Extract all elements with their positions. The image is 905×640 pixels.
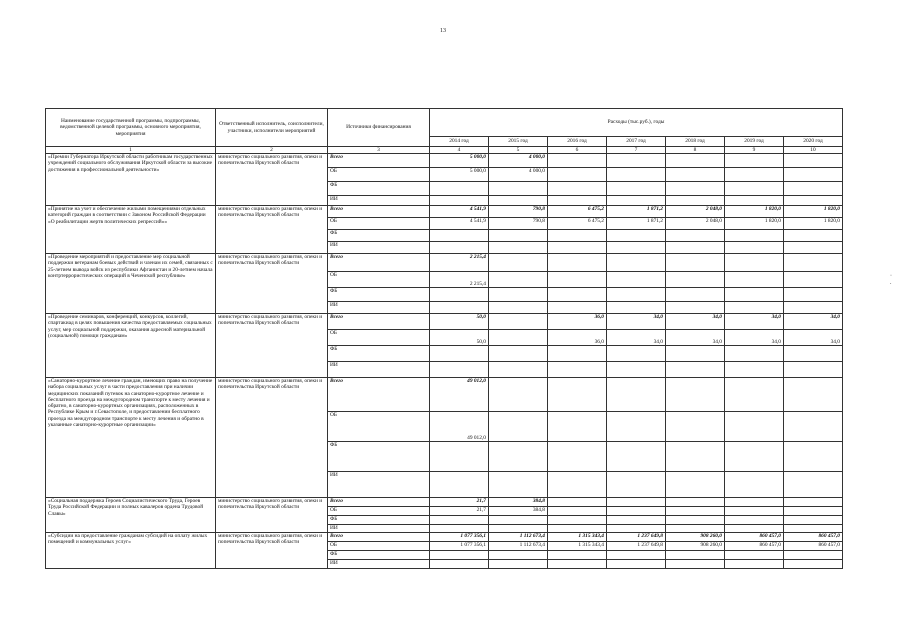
table-row	[46, 254, 843, 272]
ob-value-cell: 1 871,2	[607, 218, 666, 230]
value-cell	[548, 560, 607, 569]
funding-source: Всего	[328, 378, 430, 412]
ob-value-cell	[548, 412, 607, 442]
total-value-cell	[607, 378, 666, 412]
funding-source: ФБ	[328, 182, 430, 196]
total-value-cell: 21,7	[430, 498, 489, 507]
ob-value-cell: 34,0	[666, 330, 725, 346]
value-cell	[548, 525, 607, 533]
ob-value-cell: 34,0	[725, 330, 784, 346]
value-cell	[489, 551, 548, 560]
total-value-cell: 860 457,0	[725, 533, 784, 542]
ob-value-cell	[725, 412, 784, 442]
ob-value-cell	[666, 412, 725, 442]
total-value-cell	[607, 254, 666, 272]
value-cell	[548, 516, 607, 525]
value-cell	[666, 525, 725, 533]
total-value-cell: 1 112 673,4	[489, 533, 548, 542]
value-cell	[607, 182, 666, 196]
ob-value-cell: 1 112 673,4	[489, 542, 548, 551]
value-cell	[489, 230, 548, 242]
header-executor: Ответственный исполнитель, соисполнители, участники, исполнители мероприятий	[216, 109, 328, 147]
value-cell	[725, 525, 784, 533]
value-cell	[548, 196, 607, 206]
value-cell	[725, 182, 784, 196]
ob-value-cell: 50,0	[430, 330, 489, 346]
value-cell	[666, 442, 725, 472]
value-cell	[430, 346, 489, 362]
ob-value-cell: 36,0	[548, 330, 607, 346]
total-value-cell	[725, 254, 784, 272]
column-number: 10	[784, 147, 843, 154]
value-cell	[784, 242, 843, 254]
total-value-cell: 2 215,4	[430, 254, 489, 272]
column-number: 8	[666, 147, 725, 154]
total-value-cell: 2 048,0	[666, 206, 725, 218]
value-cell	[784, 525, 843, 533]
ob-value-cell	[725, 272, 784, 288]
value-cell	[489, 242, 548, 254]
value-cell	[666, 516, 725, 525]
total-value-cell	[666, 498, 725, 507]
total-value-cell	[666, 154, 725, 168]
header-year: 2015 год	[489, 137, 548, 147]
ob-value-cell: 34,0	[784, 330, 843, 346]
value-cell	[607, 346, 666, 362]
ob-value-cell	[607, 168, 666, 182]
funding-source: ИИ	[328, 362, 430, 378]
value-cell	[489, 182, 548, 196]
ob-value-cell	[666, 168, 725, 182]
total-value-cell: 1 077 356,1	[430, 533, 489, 542]
ob-value-cell: 6 475,2	[548, 218, 607, 230]
ob-value-cell: 1 820,0	[784, 218, 843, 230]
total-value-cell	[607, 498, 666, 507]
column-number: 7	[607, 147, 666, 154]
table-row	[46, 533, 843, 542]
ob-value-cell: 1 077 356,1	[430, 542, 489, 551]
table-row	[46, 206, 843, 218]
total-value-cell	[666, 254, 725, 272]
total-value-cell	[784, 498, 843, 507]
ob-value-cell: 860 457,0	[725, 542, 784, 551]
header-year: 2020 год	[784, 137, 843, 147]
header-source: Источники финансирования	[328, 109, 430, 147]
value-cell	[607, 560, 666, 569]
measure-executor: министерство социального развития, опеки и попечительства Иркутской области	[216, 533, 328, 569]
value-cell	[430, 472, 489, 498]
table-row	[46, 498, 843, 507]
header-name: Наименование государственной программы, подпрограммы, ведомственной целевой программы, основного мероприятия, мероприятия	[46, 109, 216, 147]
value-cell	[607, 230, 666, 242]
ob-value-cell	[548, 168, 607, 182]
ob-value-cell: 4 541,9	[430, 218, 489, 230]
value-cell	[430, 551, 489, 560]
total-value-cell: 1 820,0	[784, 206, 843, 218]
ob-value-cell: 34,0	[607, 330, 666, 346]
value-cell	[725, 560, 784, 569]
ob-value-cell	[607, 507, 666, 516]
value-cell	[430, 362, 489, 378]
funding-source: ФБ	[328, 442, 430, 472]
ob-value-cell: 384,8	[489, 507, 548, 516]
ob-value-cell	[548, 272, 607, 288]
value-cell	[489, 288, 548, 302]
funding-source: ФБ	[328, 551, 430, 560]
value-cell	[725, 230, 784, 242]
value-cell	[548, 346, 607, 362]
total-value-cell	[548, 378, 607, 412]
total-value-cell: 34,0	[725, 314, 784, 330]
total-value-cell: 4 541,9	[430, 206, 489, 218]
total-value-cell	[784, 154, 843, 168]
ob-value-cell: 2 048,0	[666, 218, 725, 230]
value-cell	[784, 302, 843, 314]
funding-source: Всего	[328, 498, 430, 507]
total-value-cell: 34,0	[784, 314, 843, 330]
value-cell	[784, 442, 843, 472]
total-value-cell: 49 012,0	[430, 378, 489, 412]
ob-value-cell	[784, 168, 843, 182]
value-cell	[666, 242, 725, 254]
value-cell	[607, 242, 666, 254]
value-cell	[784, 182, 843, 196]
ob-value-cell	[784, 272, 843, 288]
ob-value-cell: 4 000,0	[489, 168, 548, 182]
value-cell	[548, 442, 607, 472]
value-cell	[548, 362, 607, 378]
value-cell	[607, 362, 666, 378]
value-cell	[489, 442, 548, 472]
ob-value-cell	[784, 412, 843, 442]
total-value-cell	[784, 378, 843, 412]
value-cell	[489, 516, 548, 525]
total-value-cell: 860 457,0	[784, 533, 843, 542]
total-value-cell: 5 000,0	[430, 154, 489, 168]
value-cell	[666, 288, 725, 302]
measure-name: «Проведение мероприятий и предоставление мер социальной поддержки ветеранам боевых действий и членам их семей, связанных с 25-летием вывода войск из республики Афганистан и 20-летием начала контртеррористических операций в Чеченской республике»	[46, 254, 216, 314]
total-value-cell	[607, 154, 666, 168]
total-value-cell	[489, 254, 548, 272]
value-cell	[489, 560, 548, 569]
value-cell	[725, 516, 784, 525]
value-cell	[784, 472, 843, 498]
ob-value-cell	[548, 507, 607, 516]
value-cell	[607, 472, 666, 498]
total-value-cell: 36,0	[548, 314, 607, 330]
value-cell	[430, 442, 489, 472]
ob-value-cell: 1 315 343,4	[548, 542, 607, 551]
value-cell	[489, 362, 548, 378]
value-cell	[548, 551, 607, 560]
value-cell	[607, 288, 666, 302]
total-value-cell: 790,8	[489, 206, 548, 218]
header-year: 2019 год	[725, 137, 784, 147]
header-row	[46, 109, 843, 137]
value-cell	[607, 525, 666, 533]
ob-value-cell	[784, 507, 843, 516]
total-value-cell	[548, 254, 607, 272]
value-cell	[548, 288, 607, 302]
funding-source: ИИ	[328, 242, 430, 254]
funding-source: ОБ	[328, 168, 430, 182]
column-number: 6	[548, 147, 607, 154]
funding-source: Всего	[328, 206, 430, 218]
column-number: 1	[46, 147, 216, 154]
table-row	[46, 314, 843, 330]
header-year: 2016 год	[548, 137, 607, 147]
funding-source: ИИ	[328, 525, 430, 533]
value-cell	[548, 230, 607, 242]
ob-value-cell	[489, 330, 548, 346]
value-cell	[489, 525, 548, 533]
column-number: 2	[216, 147, 328, 154]
total-value-cell: 1 315 343,4	[548, 533, 607, 542]
measure-executor: министерство социального развития, опеки и попечительства Иркутской области	[216, 254, 328, 314]
measure-executor: министерство социального развития, опеки и попечительства Иркутской области	[216, 498, 328, 533]
measure-name: «Проведение семинаров, конференций, конкурсов, коллегий, спартакиад в целях повышения качества предоставляемых социальных услуг, мер социальной поддержки, оказания адресной материальной (социальной) помощи гражданам»	[46, 314, 216, 378]
funding-source: Всего	[328, 154, 430, 168]
budget-table	[45, 108, 843, 569]
funding-source: ОБ	[328, 272, 430, 288]
value-cell	[607, 302, 666, 314]
value-cell	[430, 302, 489, 314]
funding-source: ИИ	[328, 560, 430, 569]
value-cell	[607, 196, 666, 206]
value-cell	[666, 302, 725, 314]
ob-value-cell: 2 215,4	[430, 272, 489, 288]
value-cell	[784, 516, 843, 525]
ob-value-cell: 49 012,0	[430, 412, 489, 442]
value-cell	[489, 196, 548, 206]
ob-value-cell: 908 260,0	[666, 542, 725, 551]
total-value-cell	[725, 154, 784, 168]
measure-name: «Санаторно-курортное лечение граждан, имеющих право на получение набора социальных услуг в части предоставления при наличии медицинских показаний путевок на санаторно-курортное лечение и бесплатного проезда на междугородном транспорте к месту лечения и обратно, в санаторно-курортных организациях, расположенных в Республике Крым и г.Севастополе, и предоставлении бесплатного проезда на междугородном транспорте к месту лечения и обратно в указанные санаторно-курортные организации»	[46, 378, 216, 498]
header-expenses: Расходы (тыс.руб.), годы	[430, 109, 843, 137]
value-cell	[489, 302, 548, 314]
value-cell	[784, 196, 843, 206]
ob-value-cell: 790,8	[489, 218, 548, 230]
value-cell	[607, 516, 666, 525]
value-cell	[725, 242, 784, 254]
funding-source: ФБ	[328, 516, 430, 525]
measure-name: «Социальная поддержка Героев Социалистического Труда, Героев Труда Российской Федерации и полных кавалеров ордена Трудовой Славы»	[46, 498, 216, 533]
total-value-cell: 50,0	[430, 314, 489, 330]
measure-executor: министерство социального развития, опеки и попечительства Иркутской области	[216, 314, 328, 378]
value-cell	[548, 302, 607, 314]
value-cell	[666, 182, 725, 196]
total-value-cell: 1 871,2	[607, 206, 666, 218]
value-cell	[784, 551, 843, 560]
value-cell	[725, 551, 784, 560]
ob-value-cell: 860 457,0	[784, 542, 843, 551]
value-cell	[666, 196, 725, 206]
total-value-cell: 1 237 649,8	[607, 533, 666, 542]
ob-value-cell: 21,7	[430, 507, 489, 516]
value-cell	[725, 362, 784, 378]
funding-source: ОБ	[328, 507, 430, 516]
column-number: 5	[489, 147, 548, 154]
value-cell	[430, 525, 489, 533]
ob-value-cell	[607, 412, 666, 442]
ob-value-cell	[607, 272, 666, 288]
value-cell	[430, 242, 489, 254]
value-cell	[784, 560, 843, 569]
value-cell	[784, 230, 843, 242]
funding-source: Всего	[328, 314, 430, 330]
value-cell	[666, 472, 725, 498]
value-cell	[725, 472, 784, 498]
column-number: 9	[725, 147, 784, 154]
value-cell	[607, 551, 666, 560]
funding-source: ФБ	[328, 288, 430, 302]
ob-value-cell	[666, 272, 725, 288]
total-value-cell	[548, 154, 607, 168]
total-value-cell	[725, 498, 784, 507]
header-year: 2014 год	[430, 137, 489, 147]
value-cell	[430, 288, 489, 302]
ob-value-cell	[725, 168, 784, 182]
side-marks: · .	[890, 273, 892, 286]
value-cell	[784, 346, 843, 362]
value-cell	[607, 442, 666, 472]
total-value-cell: 6 475,2	[548, 206, 607, 218]
value-cell	[725, 288, 784, 302]
value-cell	[548, 472, 607, 498]
funding-source: ИИ	[328, 196, 430, 206]
value-cell	[666, 551, 725, 560]
funding-source: ИИ	[328, 472, 430, 498]
ob-value-cell	[489, 412, 548, 442]
value-cell	[784, 362, 843, 378]
total-value-cell	[548, 498, 607, 507]
value-cell	[430, 230, 489, 242]
value-cell	[666, 560, 725, 569]
total-value-cell: 908 260,0	[666, 533, 725, 542]
ob-value-cell	[725, 507, 784, 516]
value-cell	[430, 516, 489, 525]
funding-source: ОБ	[328, 412, 430, 442]
funding-source: Всего	[328, 254, 430, 272]
funding-source: Всего	[328, 533, 430, 542]
value-cell	[430, 182, 489, 196]
measure-executor: министерство социального развития, опеки и попечительства Иркутской области	[216, 206, 328, 254]
total-value-cell: 384,8	[489, 498, 548, 507]
table-body	[46, 154, 843, 569]
measure-name: «Премии Губернатора Иркутской области работникам государственных учреждений социального обслуживания Иркутской области за высокие достижения в профессиональной деятельности»	[46, 154, 216, 206]
ob-value-cell: 5 000,0	[430, 168, 489, 182]
value-cell	[489, 346, 548, 362]
value-cell	[784, 288, 843, 302]
value-cell	[725, 346, 784, 362]
value-cell	[666, 346, 725, 362]
table-row	[46, 154, 843, 168]
ob-value-cell	[489, 272, 548, 288]
header-year: 2018 год	[666, 137, 725, 147]
column-number: 4	[430, 147, 489, 154]
page-number: 13	[440, 28, 446, 34]
total-value-cell: 1 820,0	[725, 206, 784, 218]
measure-name: «Субсидии на предоставление гражданам субсидий на оплату жилых помещений и коммунальных услуг»	[46, 533, 216, 569]
total-value-cell: 34,0	[607, 314, 666, 330]
measure-executor: министерство социального развития, опеки и попечительства Иркутской области	[216, 378, 328, 498]
value-cell	[548, 182, 607, 196]
funding-source: ОБ	[328, 218, 430, 230]
total-value-cell	[784, 254, 843, 272]
funding-source: ФБ	[328, 230, 430, 242]
total-value-cell	[725, 378, 784, 412]
total-value-cell	[489, 314, 548, 330]
ob-value-cell: 1 237 649,8	[607, 542, 666, 551]
table-row	[46, 378, 843, 412]
value-cell	[548, 242, 607, 254]
column-number: 3	[328, 147, 430, 154]
total-value-cell: 34,0	[666, 314, 725, 330]
header-year: 2017 год	[607, 137, 666, 147]
value-cell	[430, 560, 489, 569]
total-value-cell	[489, 378, 548, 412]
measure-executor: министерство социального развития, опеки и попечительства Иркутской области	[216, 154, 328, 206]
value-cell	[725, 196, 784, 206]
total-value-cell: 4 000,0	[489, 154, 548, 168]
funding-source: ОБ	[328, 542, 430, 551]
value-cell	[725, 442, 784, 472]
funding-source: ОБ	[328, 330, 430, 346]
ob-value-cell	[666, 507, 725, 516]
value-cell	[666, 362, 725, 378]
value-cell	[666, 230, 725, 242]
funding-source: ИИ	[328, 302, 430, 314]
budget-table-wrapper	[45, 108, 843, 569]
total-value-cell	[666, 378, 725, 412]
measure-name: «Принятие на учет и обеспечение жилыми помещениями отдельных категорий граждан в соответствии с Законом Российской Федерации «О реабилитации жертв политических репрессий»»	[46, 206, 216, 254]
value-cell	[430, 196, 489, 206]
column-numbers-row	[46, 147, 843, 154]
ob-value-cell: 1 820,0	[725, 218, 784, 230]
value-cell	[725, 302, 784, 314]
value-cell	[489, 472, 548, 498]
funding-source: ФБ	[328, 346, 430, 362]
